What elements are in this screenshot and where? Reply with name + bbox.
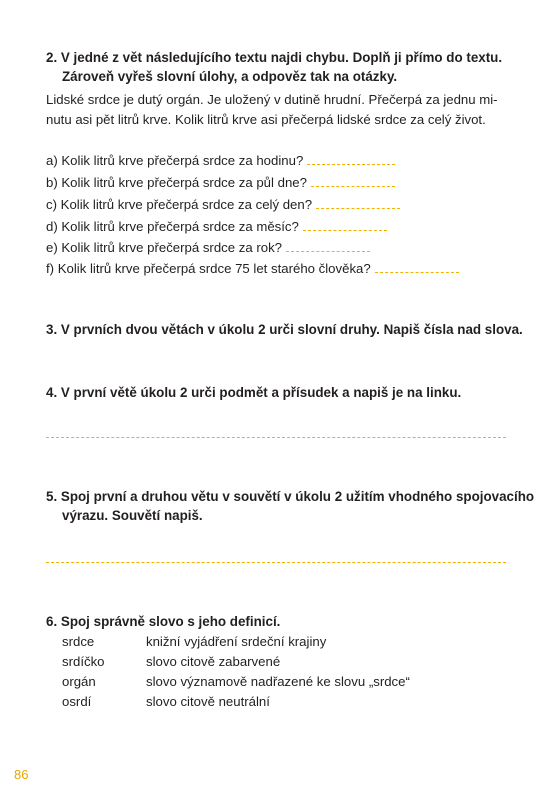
matching-term: orgán xyxy=(62,674,96,689)
task-6-title: 6. Spoj správně slovo s jeho definicí. xyxy=(46,614,281,629)
matching-definition: slovo citově zabarvené xyxy=(146,654,281,669)
question-b-text: b) Kolik litrů krve přečerpá srdce za půl dne? xyxy=(46,175,307,190)
matching-term: srdce xyxy=(62,634,95,649)
answer-blank-c[interactable] xyxy=(316,196,400,209)
task-2-title-line1: 2. V jedné z vět následujícího textu najdi chybu. Doplň ji přímo do textu. xyxy=(46,50,503,65)
answer-blank-b[interactable] xyxy=(311,174,395,187)
task-2-text-line2: nutu asi pět litrů krve. Kolik litrů krve asi přečerpá lidské srdce za celý život. xyxy=(46,112,486,127)
task-3-title: 3. V prvních dvou větách v úkolu 2 urči slovní druhy. Napiš čísla nad slova. xyxy=(46,322,523,337)
answer-blank-f[interactable] xyxy=(375,260,459,273)
task-2-text-line1: Lidské srdce je dutý orgán. Je uložený v dutině hrudní. Přečerpá za jednu mi- xyxy=(46,92,498,107)
matching-term: srdíčko xyxy=(62,654,105,669)
task-5-title-line1: 5. Spoj první a druhou větu v souvětí v úkolu 2 užitím vhodného spojovacího xyxy=(46,489,535,504)
matching-definition: slovo citově neutrální xyxy=(146,694,270,709)
task-2-text xyxy=(46,90,516,130)
question-f-text: f) Kolik litrů krve přečerpá srdce 75 let starého člověka? xyxy=(46,261,371,276)
question-f xyxy=(46,260,459,278)
matching-definition: slovo významově nadřazené ke slovu „srdce“ xyxy=(146,674,410,689)
question-e-text: e) Kolik litrů krve přečerpá srdce za rok? xyxy=(46,240,282,255)
matching-row xyxy=(62,692,410,712)
question-d-text: d) Kolik litrů krve přečerpá srdce za měsíc? xyxy=(46,219,299,234)
matching-definition: knižní vyjádření srdeční krajiny xyxy=(146,634,327,649)
question-c xyxy=(46,196,400,214)
question-a xyxy=(46,152,395,170)
question-d xyxy=(46,218,387,236)
answer-blank-e[interactable] xyxy=(286,239,370,252)
matching-row xyxy=(62,672,410,692)
task-4-answer-line[interactable] xyxy=(46,437,506,438)
question-a-text: a) Kolik litrů krve přečerpá srdce za hodinu? xyxy=(46,153,304,168)
answer-blank-d[interactable] xyxy=(303,218,387,231)
matching-row xyxy=(62,652,410,672)
question-b xyxy=(46,174,395,192)
task-2-title xyxy=(46,48,502,86)
answer-blank-a[interactable] xyxy=(307,152,395,165)
question-e xyxy=(46,239,370,257)
matching-list xyxy=(62,632,410,712)
task-5-answer-line[interactable] xyxy=(46,562,506,563)
question-c-text: c) Kolik litrů krve přečerpá srdce za celý den? xyxy=(46,197,313,212)
matching-term: osrdí xyxy=(62,694,92,709)
task-5-title xyxy=(46,487,534,525)
task-4-title: 4. V první větě úkolu 2 urči podmět a přísudek a napiš je na linku. xyxy=(46,385,462,400)
page-number: 86 xyxy=(14,767,29,782)
matching-row xyxy=(62,632,410,652)
task-5-title-line2: výrazu. Souvětí napiš. xyxy=(62,508,203,523)
task-2-title-line2: Zároveň vyřeš slovní úlohy, a odpověz tak na otázky. xyxy=(62,69,398,84)
